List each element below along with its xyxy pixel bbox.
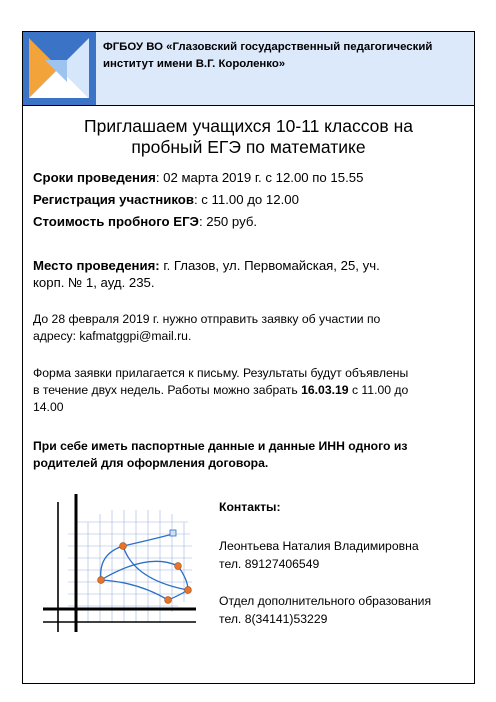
venue-value: г. Глазов, ул. Первомайская, 25, уч. [159,258,380,273]
pickup-date: 16.03.19 [301,383,349,397]
results-line2: в течение двух недель. Работы можно забрать [33,383,302,397]
documents-line1: При себе иметь паспортные данные и данные ИНН одного из [33,439,408,453]
flyer-frame [22,31,475,684]
venue-row [33,257,464,291]
contact-person-name: Леонтьева Наталия Владимировна [219,539,419,553]
dates-label: Сроки проведения [33,170,156,185]
contacts-title: Контакты: [219,500,281,514]
contact-department-phone[interactable]: тел. 8(34141)53229 [219,612,328,626]
dates-value: : 02 марта 2019 г. с 12.00 по 15.55 [155,170,364,185]
dates-row [33,169,464,186]
results-line1: Форма заявки прилагается к письму. Результаты будут объявлены [33,366,409,380]
results-line3: 14.00 [33,400,64,414]
registration-row [33,191,464,208]
cost-label: Стоимость пробного ЕГЭ [33,214,199,229]
headline-line1: Приглашаем учащихся 10-11 классов на [84,116,413,136]
documents-line2: родителей для оформления договора. [33,456,269,470]
venue-line2: корп. № 1, ауд. 235. [33,275,155,290]
headline-line2: пробный ЕГЭ по математике [131,137,366,157]
venue-label: Место проведения: [33,258,160,273]
cost-value: : 250 руб. [198,214,258,229]
registration-label: Регистрация участников [33,192,194,207]
registration-value: : с 11.00 до 12.00 [193,192,299,207]
organization-name-line2: институт имени В.Г. Короленко» [103,58,286,70]
contact-department-name: Отдел дополнительного образования [219,594,432,608]
application-email: адресу: kafmatggpi@mail.ru. [33,329,192,343]
application-line1: До 28 февраля 2019 г. нужно отправить заявку об участии по [33,312,381,326]
organization-name [103,39,468,73]
documents-paragraph [33,438,464,472]
organization-name-line1: ФГБОУ ВО «Глазовский государственный педагогический [103,41,433,53]
cost-row [33,213,464,230]
results-paragraph [33,365,464,416]
contact-person-phone[interactable]: тел. 89127406549 [219,557,320,571]
institute-logo-icon [23,32,96,105]
headline [33,116,464,158]
application-paragraph [33,311,464,345]
header-banner [23,32,474,106]
graph-illustration-icon [38,492,198,634]
results-line2-end: с 11.00 до [348,383,409,397]
